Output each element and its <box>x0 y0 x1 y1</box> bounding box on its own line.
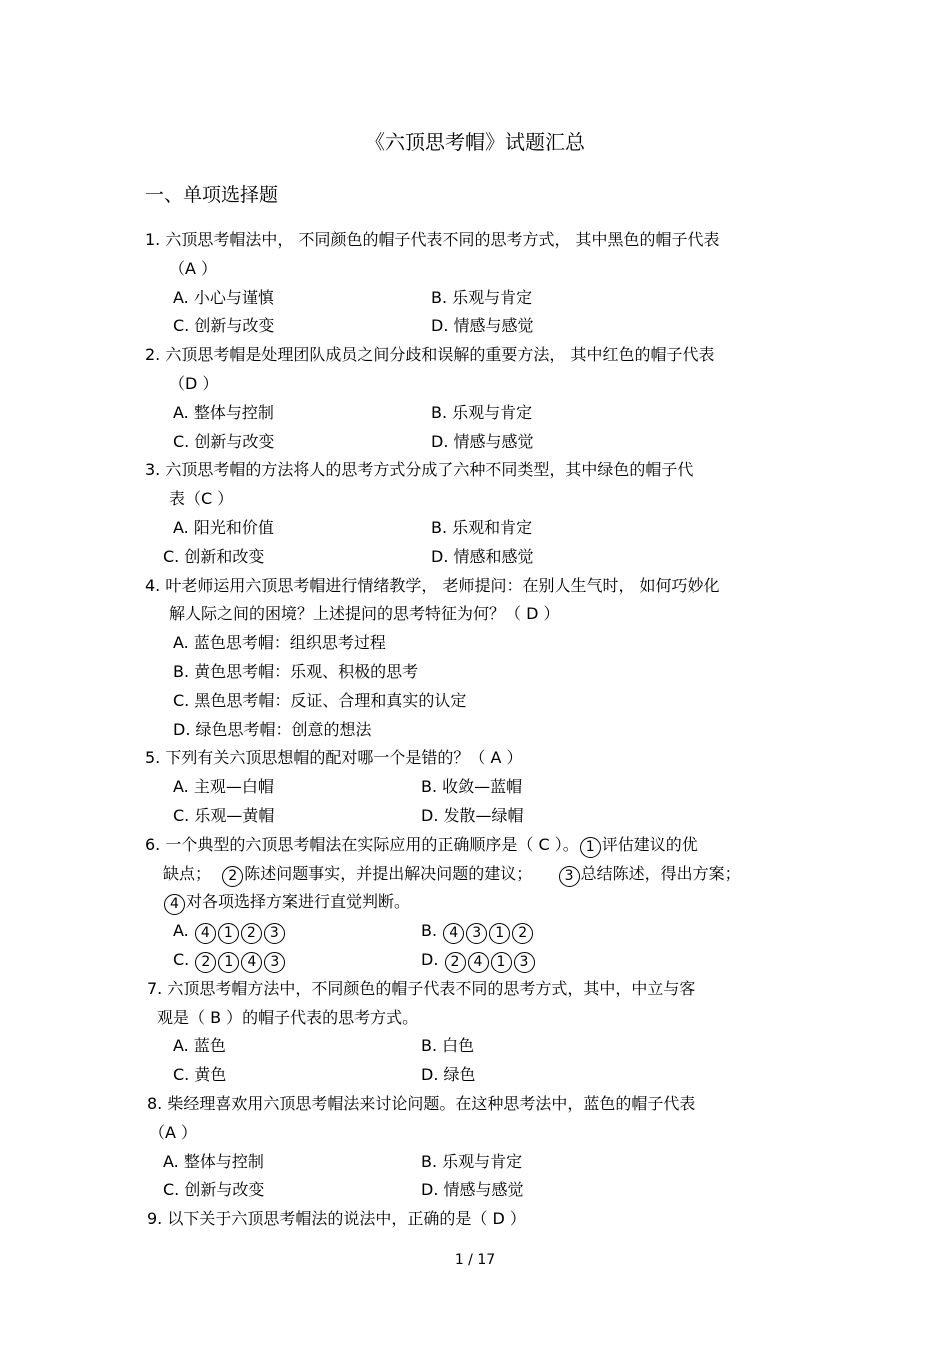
question-3-option-d: D. 情感和感觉 <box>431 546 534 566</box>
question-8-option-a: A. 整体与控制 <box>163 1151 264 1171</box>
circled-number: 2 <box>445 952 466 973</box>
page-number: 1 / 17 <box>454 1252 496 1268</box>
option-label: A. <box>173 921 189 941</box>
question-6-text-part: 陈述问题事实，并提出解决问题的建议； <box>244 863 533 883</box>
question-5-option-c: C. 乐观—黄帽 <box>173 805 275 825</box>
document-title: 《六顶思考帽》试题汇总 <box>365 130 585 154</box>
question-2-option-b: B. 乐观与肯定 <box>431 402 533 422</box>
circled-number: 3 <box>264 923 285 944</box>
question-4-option-a: A. 蓝色思考帽：组织思考过程 <box>173 633 386 653</box>
question-list <box>145 226 815 1234</box>
question-6-options-row-1 <box>145 917 815 946</box>
section-heading: 一、单项选择题 <box>145 184 279 206</box>
question-6-text-part: 对各项选择方案进行直觉判断。 <box>186 892 411 912</box>
circled-number: 3 <box>466 923 487 944</box>
question-4-option-c: C. 黑色思考帽：反证、合理和真实的认定 <box>173 690 467 710</box>
circled-number: 1 <box>491 952 512 973</box>
question-5-text: 5. 下列有关六顶思想帽的配对哪一个是错的？（ A ） <box>145 748 523 768</box>
question-6-option-c <box>173 946 421 975</box>
option-label: C. <box>173 949 190 969</box>
question-2-option-c: C. 创新与改变 <box>173 431 275 451</box>
question-4-text-cont: 解人际之间的困境？上述提问的思考特征为何？（ D ） <box>169 604 560 624</box>
question-7-options-row-1 <box>145 1032 815 1061</box>
circled-number: 2 <box>512 923 533 944</box>
question-8-answer: （A ） <box>149 1122 198 1142</box>
question-6-text-cont <box>145 860 815 889</box>
question-6-option-b <box>421 917 534 946</box>
question-4-option-b: B. 黄色思考帽：乐观、积极的思考 <box>173 661 419 681</box>
question-6-text-part: 评估建议的优 <box>601 834 698 854</box>
circled-number: 2 <box>241 923 262 944</box>
question-3-option-a: A. 阳光和价值 <box>173 517 274 537</box>
question-3-options-row-1 <box>145 514 815 543</box>
option-label: D. <box>421 949 439 969</box>
question-2-answer: （D ） <box>169 373 219 393</box>
circled-number: 1 <box>218 923 239 944</box>
question-5-option-b: B. 收敛—蓝帽 <box>421 777 523 797</box>
question-3-options-row-2 <box>145 543 815 572</box>
question-2-options-row-2 <box>145 428 815 457</box>
circled-number: 1 <box>218 952 239 973</box>
question-8-option-d: D. 情感与感觉 <box>421 1180 524 1200</box>
question-2-option-d: D. 情感与感觉 <box>431 431 534 451</box>
circled-number: 3 <box>559 866 580 887</box>
question-9-text: 9. 以下关于六顶思考帽法的说法中，正确的是（ D ） <box>147 1209 526 1229</box>
question-3-answer: 表（C ） <box>169 489 234 509</box>
question-7-text: 7. 六顶思考帽方法中，不同颜色的帽子代表不同的思考方式，其中，中立与客 <box>147 978 696 998</box>
question-3-option-c: C. 创新和改变 <box>163 546 265 566</box>
question-4-text: 4. 叶老师运用六顶思考帽进行情绪教学， 老师提问：在别人生气时， 如何巧妙化 <box>145 575 720 595</box>
circled-number: 4 <box>195 923 216 944</box>
question-1-option-b: B. 乐观与肯定 <box>431 287 533 307</box>
question-3-text: 3. 六顶思考帽的方法将人的思考方式分成了六种不同类型，其中绿色的帽子代 <box>145 460 694 480</box>
question-1-options-row-2 <box>145 312 815 341</box>
question-5-option-a: A. 主观—白帽 <box>173 777 274 797</box>
question-6-option-a <box>173 917 421 946</box>
question-7-options-row-2 <box>145 1061 815 1090</box>
question-7-text-cont: 观是（ B ）的帽子代表的思考方式。 <box>157 1007 419 1027</box>
circled-number: 4 <box>241 952 262 973</box>
question-2-options-row-1 <box>145 399 815 428</box>
question-1-text: 1. 六顶思考帽法中， 不同颜色的帽子代表不同的思考方式， 其中黑色的帽子代表 <box>145 230 720 249</box>
question-5-options-row-2 <box>145 802 815 831</box>
question-1-options-row-1 <box>145 284 815 313</box>
question-1-option-a: A. 小心与谨慎 <box>173 287 274 307</box>
question-7-option-a: A. 蓝色 <box>173 1036 226 1056</box>
circled-number: 1 <box>580 837 601 858</box>
question-1-option-c: C. 创新与改变 <box>173 316 275 336</box>
question-6-text <box>145 831 815 860</box>
circled-number: 1 <box>489 923 510 944</box>
question-7-option-c: C. 黄色 <box>173 1065 227 1085</box>
question-8-options-row-2 <box>145 1176 815 1205</box>
question-7-option-b: B. 白色 <box>421 1036 475 1056</box>
question-8-options-row-1 <box>145 1148 815 1177</box>
circled-number: 4 <box>443 923 464 944</box>
circled-number: 3 <box>514 952 535 973</box>
question-4-option-d: D. 绿色思考帽：创意的想法 <box>173 719 372 739</box>
option-label: B. <box>421 921 438 941</box>
question-2-option-a: A. 整体与控制 <box>173 402 274 422</box>
question-5-option-d: D. 发散—绿帽 <box>421 805 524 825</box>
question-6-option-d <box>421 946 536 975</box>
question-8-option-b: B. 乐观与肯定 <box>421 1151 523 1171</box>
circled-number: 3 <box>264 952 285 973</box>
question-1-answer: （A ） <box>169 258 218 278</box>
question-8-text: 8. 柴经理喜欢用六顶思考帽法来讨论问题。在这种思考法中，蓝色的帽子代表 <box>147 1093 696 1113</box>
question-6-options-row-2 <box>145 946 815 975</box>
question-6-text-part: 缺点； <box>163 863 212 883</box>
circled-number: 2 <box>222 866 243 887</box>
question-8-option-c: C. 创新与改变 <box>163 1180 265 1200</box>
question-6-text-part: 总结陈述，得出方案； <box>580 863 741 883</box>
circled-number: 2 <box>195 952 216 973</box>
question-6-text-cont-2 <box>145 888 815 917</box>
circled-number: 4 <box>468 952 489 973</box>
circled-number: 4 <box>164 894 185 915</box>
question-2-text: 2. 六顶思考帽是处理团队成员之间分歧和误解的重要方法， 其中红色的帽子代表 <box>145 345 715 365</box>
question-6-text-part: 6. 一个典型的六顶思考帽法在实际应用的正确顺序是（ C ）。 <box>145 834 579 854</box>
question-5-options-row-1 <box>145 773 815 802</box>
question-3-option-b: B. 乐观和肯定 <box>431 517 533 537</box>
question-1-option-d: D. 情感与感觉 <box>431 316 534 336</box>
question-7-option-d: D. 绿色 <box>421 1065 476 1085</box>
